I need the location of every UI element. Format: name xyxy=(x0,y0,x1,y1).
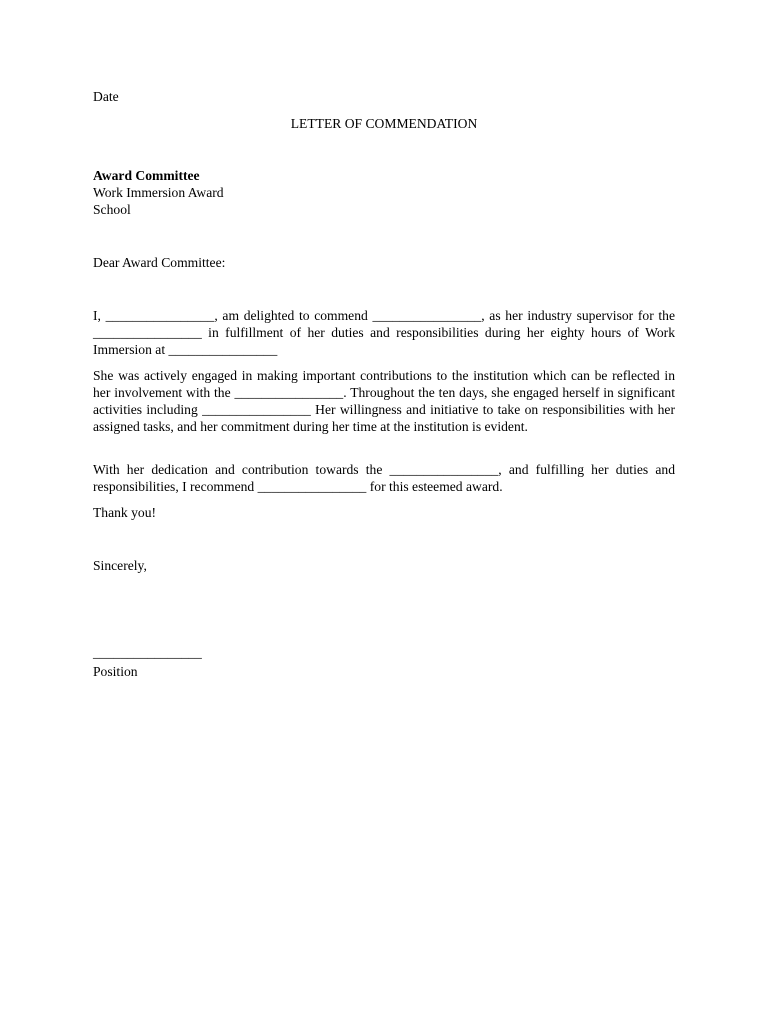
recipient-name: Award Committee xyxy=(93,168,200,183)
recipient-line-1: Work Immersion Award xyxy=(93,185,224,200)
recipient-block xyxy=(93,167,224,218)
letter-title: LETTER OF COMMENDATION xyxy=(290,116,478,131)
thank-you-line: Thank you! xyxy=(93,505,157,520)
recipient-line-2: School xyxy=(93,202,131,217)
date-label: Date xyxy=(93,89,119,104)
body-paragraph-1: I, ________________, am delighted to commend ________________, as her industry supervisor for the ________________ in fulfillment of her duties and responsibilities during her eighty hours of Work Immersion at ________________ xyxy=(93,308,675,357)
position-label: Position xyxy=(93,664,138,679)
body-paragraph-3: With her dedication and contribution towards the ________________, and fulfilling her duties and responsibilities, I recommend ________________ for this esteemed award. xyxy=(93,462,675,494)
body-paragraph-2: She was actively engaged in making important contributions to the institution which can be reflected in her involvement with the ________________. Throughout the ten days, she engaged herself in significant activities including ________________ Her willingness and initiative to take on responsibilities with her assigned tasks, and her commitment during her time at the institution is evident. xyxy=(93,368,675,434)
closing-line: Sincerely, xyxy=(93,558,147,573)
salutation: Dear Award Committee: xyxy=(93,255,226,270)
signature-line: ________________ xyxy=(93,645,202,660)
